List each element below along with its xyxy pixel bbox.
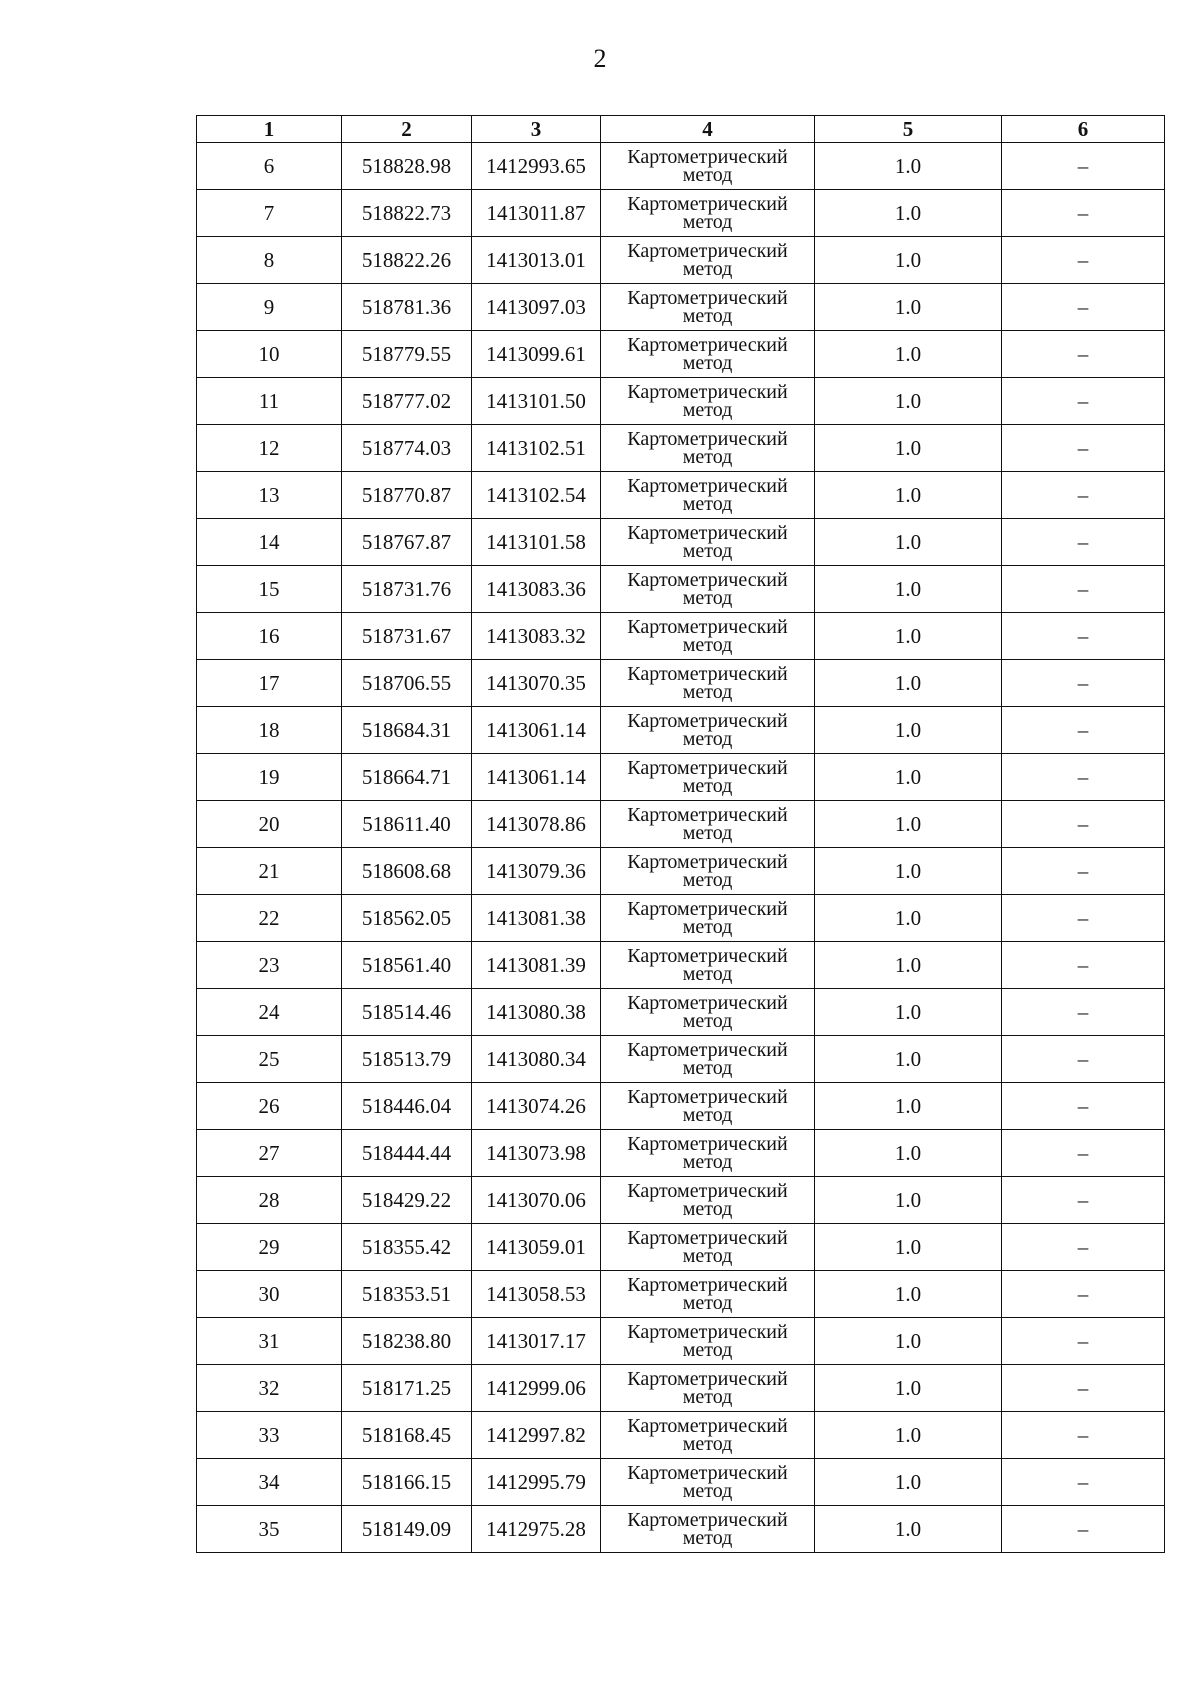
header-cell-5: 5 bbox=[815, 116, 1002, 143]
note-cell: – bbox=[1002, 942, 1165, 989]
point-number-cell: 24 bbox=[197, 989, 342, 1036]
x-coordinate-cell: 518731.76 bbox=[342, 566, 472, 613]
method-text-line-2: метод bbox=[682, 680, 733, 703]
note-cell: – bbox=[1002, 1177, 1165, 1224]
accuracy-cell: 1.0 bbox=[815, 237, 1002, 284]
method-cell bbox=[601, 1083, 815, 1130]
point-number-cell: 33 bbox=[197, 1412, 342, 1459]
method-text-line-1: Картометрический bbox=[627, 1414, 788, 1437]
y-coordinate-cell: 1413059.01 bbox=[472, 1224, 601, 1271]
y-coordinate-cell: 1412995.79 bbox=[472, 1459, 601, 1506]
point-number-cell: 32 bbox=[197, 1365, 342, 1412]
note-cell: – bbox=[1002, 1130, 1165, 1177]
method-text-line-1: Картометрический bbox=[627, 1508, 788, 1531]
method-text-line-2: метод bbox=[682, 1009, 733, 1032]
table-row bbox=[197, 1365, 1165, 1412]
note-cell: – bbox=[1002, 707, 1165, 754]
y-coordinate-cell: 1413080.38 bbox=[472, 989, 601, 1036]
point-number-cell: 17 bbox=[197, 660, 342, 707]
method-cell bbox=[601, 1036, 815, 1083]
method-cell bbox=[601, 707, 815, 754]
y-coordinate-cell: 1413017.17 bbox=[472, 1318, 601, 1365]
method-cell bbox=[601, 237, 815, 284]
method-cell bbox=[601, 566, 815, 613]
accuracy-cell: 1.0 bbox=[815, 707, 1002, 754]
note-cell: – bbox=[1002, 613, 1165, 660]
method-cell bbox=[601, 895, 815, 942]
method-text-line-1: Картометрический bbox=[627, 709, 788, 732]
coordinates-table bbox=[196, 115, 1165, 1553]
x-coordinate-cell: 518828.98 bbox=[342, 143, 472, 190]
accuracy-cell: 1.0 bbox=[815, 284, 1002, 331]
accuracy-cell: 1.0 bbox=[815, 1177, 1002, 1224]
table-row bbox=[197, 1083, 1165, 1130]
y-coordinate-cell: 1413073.98 bbox=[472, 1130, 601, 1177]
x-coordinate-cell: 518514.46 bbox=[342, 989, 472, 1036]
y-coordinate-cell: 1413058.53 bbox=[472, 1271, 601, 1318]
method-cell bbox=[601, 1130, 815, 1177]
x-coordinate-cell: 518779.55 bbox=[342, 331, 472, 378]
accuracy-cell: 1.0 bbox=[815, 989, 1002, 1036]
x-coordinate-cell: 518444.44 bbox=[342, 1130, 472, 1177]
note-cell: – bbox=[1002, 519, 1165, 566]
accuracy-cell: 1.0 bbox=[815, 143, 1002, 190]
method-text-line-2: метод bbox=[682, 492, 733, 515]
note-cell: – bbox=[1002, 1412, 1165, 1459]
method-text-line-2: метод bbox=[682, 398, 733, 421]
point-number-cell: 16 bbox=[197, 613, 342, 660]
method-text-line-2: метод bbox=[682, 821, 733, 844]
table-row bbox=[197, 284, 1165, 331]
method-text-line-2: метод bbox=[682, 1432, 733, 1455]
table-body bbox=[197, 143, 1165, 1553]
accuracy-cell: 1.0 bbox=[815, 848, 1002, 895]
table-row bbox=[197, 613, 1165, 660]
method-text-line-1: Картометрический bbox=[627, 615, 788, 638]
method-cell bbox=[601, 1412, 815, 1459]
x-coordinate-cell: 518446.04 bbox=[342, 1083, 472, 1130]
header-row bbox=[197, 116, 1165, 143]
method-text-line-1: Картометрический bbox=[627, 333, 788, 356]
method-text-line-1: Картометрический bbox=[627, 897, 788, 920]
method-cell bbox=[601, 1224, 815, 1271]
x-coordinate-cell: 518781.36 bbox=[342, 284, 472, 331]
method-text-line-2: метод bbox=[682, 727, 733, 750]
header-cell-2: 2 bbox=[342, 116, 472, 143]
table-row bbox=[197, 378, 1165, 425]
point-number-cell: 20 bbox=[197, 801, 342, 848]
method-text-line-2: метод bbox=[682, 1479, 733, 1502]
x-coordinate-cell: 518166.15 bbox=[342, 1459, 472, 1506]
y-coordinate-cell: 1413102.51 bbox=[472, 425, 601, 472]
accuracy-cell: 1.0 bbox=[815, 519, 1002, 566]
accuracy-cell: 1.0 bbox=[815, 1224, 1002, 1271]
method-text-line-1: Картометрический bbox=[627, 1461, 788, 1484]
x-coordinate-cell: 518706.55 bbox=[342, 660, 472, 707]
header-cell-3: 3 bbox=[472, 116, 601, 143]
table-row bbox=[197, 848, 1165, 895]
table-row bbox=[197, 1036, 1165, 1083]
method-text-line-1: Картометрический bbox=[627, 850, 788, 873]
method-cell bbox=[601, 754, 815, 801]
method-text-line-2: метод bbox=[682, 304, 733, 327]
table-row bbox=[197, 1459, 1165, 1506]
accuracy-cell: 1.0 bbox=[815, 566, 1002, 613]
point-number-cell: 29 bbox=[197, 1224, 342, 1271]
note-cell: – bbox=[1002, 801, 1165, 848]
y-coordinate-cell: 1413070.35 bbox=[472, 660, 601, 707]
accuracy-cell: 1.0 bbox=[815, 1036, 1002, 1083]
point-number-cell: 10 bbox=[197, 331, 342, 378]
table-row bbox=[197, 1412, 1165, 1459]
method-cell bbox=[601, 613, 815, 660]
y-coordinate-cell: 1413097.03 bbox=[472, 284, 601, 331]
x-coordinate-cell: 518238.80 bbox=[342, 1318, 472, 1365]
accuracy-cell: 1.0 bbox=[815, 425, 1002, 472]
method-text-line-2: метод bbox=[682, 1197, 733, 1220]
x-coordinate-cell: 518353.51 bbox=[342, 1271, 472, 1318]
method-text-line-1: Картометрический bbox=[627, 1085, 788, 1108]
method-text-line-2: метод bbox=[682, 1526, 733, 1549]
method-cell bbox=[601, 519, 815, 566]
method-cell bbox=[601, 1318, 815, 1365]
method-cell bbox=[601, 660, 815, 707]
accuracy-cell: 1.0 bbox=[815, 660, 1002, 707]
method-text-line-1: Картометрический bbox=[627, 662, 788, 685]
method-text-line-1: Картометрический bbox=[627, 427, 788, 450]
y-coordinate-cell: 1413081.39 bbox=[472, 942, 601, 989]
header-cell-1: 1 bbox=[197, 116, 342, 143]
x-coordinate-cell: 518770.87 bbox=[342, 472, 472, 519]
method-text-line-2: метод bbox=[682, 539, 733, 562]
y-coordinate-cell: 1413074.26 bbox=[472, 1083, 601, 1130]
y-coordinate-cell: 1413079.36 bbox=[472, 848, 601, 895]
y-coordinate-cell: 1413070.06 bbox=[472, 1177, 601, 1224]
y-coordinate-cell: 1412997.82 bbox=[472, 1412, 601, 1459]
method-text-line-2: метод bbox=[682, 445, 733, 468]
y-coordinate-cell: 1413101.58 bbox=[472, 519, 601, 566]
point-number-cell: 12 bbox=[197, 425, 342, 472]
x-coordinate-cell: 518822.73 bbox=[342, 190, 472, 237]
point-number-cell: 27 bbox=[197, 1130, 342, 1177]
method-text-line-2: метод bbox=[682, 1150, 733, 1173]
y-coordinate-cell: 1413083.36 bbox=[472, 566, 601, 613]
note-cell: – bbox=[1002, 1459, 1165, 1506]
x-coordinate-cell: 518822.26 bbox=[342, 237, 472, 284]
x-coordinate-cell: 518171.25 bbox=[342, 1365, 472, 1412]
point-number-cell: 35 bbox=[197, 1506, 342, 1553]
accuracy-cell: 1.0 bbox=[815, 1459, 1002, 1506]
accuracy-cell: 1.0 bbox=[815, 754, 1002, 801]
note-cell: – bbox=[1002, 143, 1165, 190]
method-text-line-2: метод bbox=[682, 1291, 733, 1314]
point-number-cell: 13 bbox=[197, 472, 342, 519]
method-text-line-1: Картометрический bbox=[627, 192, 788, 215]
method-text-line-2: метод bbox=[682, 915, 733, 938]
method-text-line-2: метод bbox=[682, 257, 733, 280]
method-text-line-1: Картометрический bbox=[627, 803, 788, 826]
x-coordinate-cell: 518355.42 bbox=[342, 1224, 472, 1271]
point-number-cell: 9 bbox=[197, 284, 342, 331]
method-cell bbox=[601, 848, 815, 895]
note-cell: – bbox=[1002, 989, 1165, 1036]
y-coordinate-cell: 1412975.28 bbox=[472, 1506, 601, 1553]
note-cell: – bbox=[1002, 848, 1165, 895]
x-coordinate-cell: 518731.67 bbox=[342, 613, 472, 660]
method-text-line-1: Картометрический bbox=[627, 380, 788, 403]
method-text-line-2: метод bbox=[682, 1244, 733, 1267]
method-cell bbox=[601, 989, 815, 1036]
table-row bbox=[197, 331, 1165, 378]
method-cell bbox=[601, 143, 815, 190]
note-cell: – bbox=[1002, 472, 1165, 519]
method-cell bbox=[601, 1365, 815, 1412]
x-coordinate-cell: 518562.05 bbox=[342, 895, 472, 942]
y-coordinate-cell: 1413080.34 bbox=[472, 1036, 601, 1083]
method-text-line-1: Картометрический bbox=[627, 991, 788, 1014]
y-coordinate-cell: 1413061.14 bbox=[472, 754, 601, 801]
y-coordinate-cell: 1413013.01 bbox=[472, 237, 601, 284]
method-cell bbox=[601, 1177, 815, 1224]
method-text-line-1: Картометрический bbox=[627, 1179, 788, 1202]
note-cell: – bbox=[1002, 237, 1165, 284]
method-text-line-1: Картометрический bbox=[627, 1320, 788, 1343]
note-cell: – bbox=[1002, 754, 1165, 801]
accuracy-cell: 1.0 bbox=[815, 331, 1002, 378]
table-row bbox=[197, 1224, 1165, 1271]
note-cell: – bbox=[1002, 425, 1165, 472]
note-cell: – bbox=[1002, 660, 1165, 707]
method-text-line-1: Картометрический bbox=[627, 1273, 788, 1296]
y-coordinate-cell: 1413101.50 bbox=[472, 378, 601, 425]
point-number-cell: 31 bbox=[197, 1318, 342, 1365]
note-cell: – bbox=[1002, 895, 1165, 942]
note-cell: – bbox=[1002, 284, 1165, 331]
y-coordinate-cell: 1413083.32 bbox=[472, 613, 601, 660]
method-cell bbox=[601, 331, 815, 378]
method-text-line-2: метод bbox=[682, 210, 733, 233]
point-number-cell: 18 bbox=[197, 707, 342, 754]
accuracy-cell: 1.0 bbox=[815, 1412, 1002, 1459]
method-text-line-1: Картометрический bbox=[627, 521, 788, 544]
x-coordinate-cell: 518684.31 bbox=[342, 707, 472, 754]
table-row bbox=[197, 472, 1165, 519]
point-number-cell: 11 bbox=[197, 378, 342, 425]
table-row bbox=[197, 1177, 1165, 1224]
method-text-line-1: Картометрический bbox=[627, 1132, 788, 1155]
note-cell: – bbox=[1002, 1036, 1165, 1083]
x-coordinate-cell: 518608.68 bbox=[342, 848, 472, 895]
accuracy-cell: 1.0 bbox=[815, 801, 1002, 848]
table-row bbox=[197, 754, 1165, 801]
point-number-cell: 30 bbox=[197, 1271, 342, 1318]
table-row bbox=[197, 1271, 1165, 1318]
method-cell bbox=[601, 801, 815, 848]
method-text-line-1: Картометрический bbox=[627, 944, 788, 967]
x-coordinate-cell: 518149.09 bbox=[342, 1506, 472, 1553]
accuracy-cell: 1.0 bbox=[815, 190, 1002, 237]
table-row bbox=[197, 1506, 1165, 1553]
point-number-cell: 7 bbox=[197, 190, 342, 237]
x-coordinate-cell: 518611.40 bbox=[342, 801, 472, 848]
accuracy-cell: 1.0 bbox=[815, 613, 1002, 660]
accuracy-cell: 1.0 bbox=[815, 472, 1002, 519]
point-number-cell: 23 bbox=[197, 942, 342, 989]
table-row bbox=[197, 190, 1165, 237]
accuracy-cell: 1.0 bbox=[815, 1318, 1002, 1365]
method-cell bbox=[601, 1459, 815, 1506]
y-coordinate-cell: 1413099.61 bbox=[472, 331, 601, 378]
table-row bbox=[197, 1318, 1165, 1365]
x-coordinate-cell: 518513.79 bbox=[342, 1036, 472, 1083]
accuracy-cell: 1.0 bbox=[815, 1130, 1002, 1177]
method-text-line-2: метод bbox=[682, 1385, 733, 1408]
table-row bbox=[197, 237, 1165, 284]
method-text-line-1: Картометрический bbox=[627, 568, 788, 591]
method-cell bbox=[601, 425, 815, 472]
method-cell bbox=[601, 1271, 815, 1318]
note-cell: – bbox=[1002, 1271, 1165, 1318]
method-text-line-2: метод bbox=[682, 1056, 733, 1079]
note-cell: – bbox=[1002, 1318, 1165, 1365]
method-text-line-1: Картометрический bbox=[627, 1038, 788, 1061]
point-number-cell: 21 bbox=[197, 848, 342, 895]
note-cell: – bbox=[1002, 1083, 1165, 1130]
x-coordinate-cell: 518767.87 bbox=[342, 519, 472, 566]
table-row bbox=[197, 989, 1165, 1036]
method-text-line-2: метод bbox=[682, 633, 733, 656]
method-text-line-1: Картометрический bbox=[627, 756, 788, 779]
point-number-cell: 6 bbox=[197, 143, 342, 190]
table-row bbox=[197, 801, 1165, 848]
point-number-cell: 19 bbox=[197, 754, 342, 801]
method-text-line-1: Картометрический bbox=[627, 1367, 788, 1390]
method-cell bbox=[601, 284, 815, 331]
method-cell bbox=[601, 472, 815, 519]
method-text-line-1: Картометрический bbox=[627, 474, 788, 497]
method-cell bbox=[601, 1506, 815, 1553]
table-row bbox=[197, 566, 1165, 613]
note-cell: – bbox=[1002, 1224, 1165, 1271]
accuracy-cell: 1.0 bbox=[815, 1365, 1002, 1412]
note-cell: – bbox=[1002, 378, 1165, 425]
method-cell bbox=[601, 378, 815, 425]
note-cell: – bbox=[1002, 566, 1165, 613]
point-number-cell: 26 bbox=[197, 1083, 342, 1130]
y-coordinate-cell: 1413102.54 bbox=[472, 472, 601, 519]
method-cell bbox=[601, 190, 815, 237]
accuracy-cell: 1.0 bbox=[815, 378, 1002, 425]
method-text-line-1: Картометрический bbox=[627, 1226, 788, 1249]
table-row bbox=[197, 660, 1165, 707]
method-text-line-2: метод bbox=[682, 586, 733, 609]
point-number-cell: 28 bbox=[197, 1177, 342, 1224]
accuracy-cell: 1.0 bbox=[815, 1506, 1002, 1553]
table-row bbox=[197, 425, 1165, 472]
point-number-cell: 8 bbox=[197, 237, 342, 284]
method-text-line-2: метод bbox=[682, 351, 733, 374]
y-coordinate-cell: 1412999.06 bbox=[472, 1365, 601, 1412]
x-coordinate-cell: 518168.45 bbox=[342, 1412, 472, 1459]
x-coordinate-cell: 518561.40 bbox=[342, 942, 472, 989]
method-text-line-1: Картометрический bbox=[627, 239, 788, 262]
table-row bbox=[197, 707, 1165, 754]
point-number-cell: 14 bbox=[197, 519, 342, 566]
x-coordinate-cell: 518774.03 bbox=[342, 425, 472, 472]
method-text-line-2: метод bbox=[682, 868, 733, 891]
x-coordinate-cell: 518429.22 bbox=[342, 1177, 472, 1224]
accuracy-cell: 1.0 bbox=[815, 1083, 1002, 1130]
note-cell: – bbox=[1002, 190, 1165, 237]
y-coordinate-cell: 1413011.87 bbox=[472, 190, 601, 237]
method-text-line-2: метод bbox=[682, 163, 733, 186]
point-number-cell: 15 bbox=[197, 566, 342, 613]
method-text-line-2: метод bbox=[682, 1338, 733, 1361]
page-number: 2 bbox=[593, 44, 607, 73]
method-text-line-1: Картометрический bbox=[627, 145, 788, 168]
accuracy-cell: 1.0 bbox=[815, 942, 1002, 989]
point-number-cell: 34 bbox=[197, 1459, 342, 1506]
method-text-line-2: метод bbox=[682, 774, 733, 797]
header-cell-6: 6 bbox=[1002, 116, 1165, 143]
method-text-line-1: Картометрический bbox=[627, 286, 788, 309]
table-row bbox=[197, 895, 1165, 942]
x-coordinate-cell: 518777.02 bbox=[342, 378, 472, 425]
header-cell-4: 4 bbox=[601, 116, 815, 143]
x-coordinate-cell: 518664.71 bbox=[342, 754, 472, 801]
method-cell bbox=[601, 942, 815, 989]
y-coordinate-cell: 1413081.38 bbox=[472, 895, 601, 942]
y-coordinate-cell: 1412993.65 bbox=[472, 143, 601, 190]
note-cell: – bbox=[1002, 331, 1165, 378]
table-row bbox=[197, 1130, 1165, 1177]
table-row bbox=[197, 143, 1165, 190]
point-number-cell: 25 bbox=[197, 1036, 342, 1083]
accuracy-cell: 1.0 bbox=[815, 1271, 1002, 1318]
method-text-line-2: метод bbox=[682, 962, 733, 985]
table-header bbox=[197, 116, 1165, 143]
accuracy-cell: 1.0 bbox=[815, 895, 1002, 942]
y-coordinate-cell: 1413061.14 bbox=[472, 707, 601, 754]
y-coordinate-cell: 1413078.86 bbox=[472, 801, 601, 848]
point-number-cell: 22 bbox=[197, 895, 342, 942]
table-row bbox=[197, 519, 1165, 566]
table-row bbox=[197, 942, 1165, 989]
note-cell: – bbox=[1002, 1506, 1165, 1553]
method-text-line-2: метод bbox=[682, 1103, 733, 1126]
note-cell: – bbox=[1002, 1365, 1165, 1412]
